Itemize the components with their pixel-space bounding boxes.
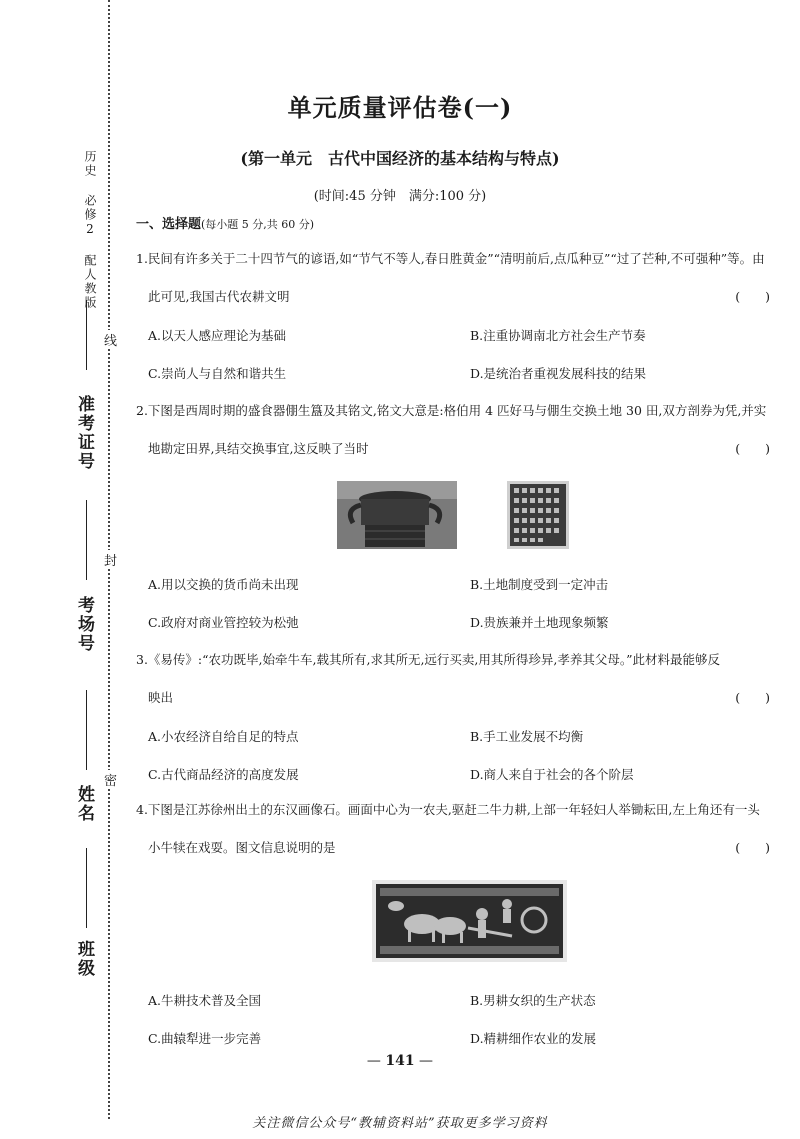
section-title: 一、选择题 bbox=[136, 217, 202, 232]
page-number-value: 141 bbox=[385, 1053, 415, 1069]
option-c: C.政府对商业管控较为松弛 bbox=[148, 615, 299, 630]
sidebar-underline bbox=[86, 848, 87, 928]
option-a: A.用以交换的货币尚未出现 bbox=[148, 577, 299, 592]
name-label: 姓名 bbox=[74, 785, 94, 823]
cut-mark-seal: 封 bbox=[104, 550, 117, 569]
question-stem-cont: 映出 bbox=[148, 690, 174, 705]
option-c: C.曲辕犁进一步完善 bbox=[148, 1031, 262, 1046]
answer-paren: ( ) bbox=[735, 441, 770, 456]
page-subtitle: (第一单元 古代中国经济的基本结构与特点) bbox=[240, 149, 560, 168]
footer-watermark: 关注微信公众号“教辅资料站”获取更多学习资料 bbox=[252, 1116, 548, 1131]
question-stem: 1.民间有许多关于二十四节气的谚语,如“节气不等人,春日胜黄金”“清明前后,点瓜种豆”“过了芒种,不可强种”等。由 bbox=[136, 251, 765, 266]
option-d: D.精耕细作农业的发展 bbox=[470, 1031, 597, 1046]
option-b: B.男耕女织的生产状态 bbox=[470, 993, 596, 1008]
cut-mark-line: 线 bbox=[104, 330, 117, 349]
option-d: D.贵族兼并土地现象频繁 bbox=[470, 615, 609, 630]
option-b: B.注重协调南北方社会生产节奏 bbox=[470, 328, 646, 343]
bronze-gui-vessel-image bbox=[337, 481, 457, 549]
sidebar-underline bbox=[86, 300, 87, 370]
question-stem: 2.下图是西周时期的盛食器倗生簋及其铭文,铭文大意是:格伯用 4 匹好马与倗生交换土地 30 田,双方剖券为凭,并实 bbox=[136, 403, 767, 418]
option-a: A.小农经济自给自足的特点 bbox=[148, 729, 299, 744]
question-stem-cont: 小牛犊在戏耍。图文信息说明的是 bbox=[148, 840, 336, 855]
option-c: C.崇尚人与自然和谐共生 bbox=[148, 366, 287, 381]
exam-meta: (时间:45 分钟 满分:100 分) bbox=[313, 189, 487, 204]
sidebar-underline bbox=[86, 690, 87, 770]
question-stem bbox=[136, 829, 776, 867]
question-4 bbox=[136, 791, 776, 867]
option-c: C.古代商品经济的高度发展 bbox=[148, 767, 299, 782]
question-stem-cont: 此可见,我国古代农耕文明 bbox=[148, 289, 290, 304]
question-stem bbox=[136, 278, 776, 316]
question-2 bbox=[136, 392, 776, 468]
question-1 bbox=[136, 240, 776, 316]
section-note: (每小题 5 分,共 60 分) bbox=[201, 218, 315, 231]
question-stem-cont: 地勘定田界,具结交换事宜,这反映了当时 bbox=[148, 441, 369, 456]
option-a: A.以天人感应理论为基础 bbox=[148, 328, 287, 343]
cut-mark-secret: 密 bbox=[104, 770, 117, 789]
answer-paren: ( ) bbox=[735, 840, 770, 855]
admission-number-label: 准考证号 bbox=[74, 395, 94, 471]
answer-paren: ( ) bbox=[735, 289, 770, 304]
option-b: B.手工业发展不均衡 bbox=[470, 729, 584, 744]
inscription-rubbing-image bbox=[507, 481, 569, 549]
han-stone-relief-image bbox=[372, 880, 567, 962]
option-b: B.土地制度受到一定冲击 bbox=[470, 577, 609, 592]
question-stem bbox=[136, 679, 776, 717]
class-label: 班级 bbox=[74, 940, 94, 978]
question-3 bbox=[136, 641, 776, 717]
inscription-illustration bbox=[507, 481, 569, 549]
exam-room-label: 考场号 bbox=[74, 596, 94, 653]
option-d: D.商人来自于社会的各个阶层 bbox=[470, 767, 634, 782]
sidebar-underline bbox=[86, 500, 87, 580]
page-number: — 141 — bbox=[366, 1053, 434, 1069]
bronze-vessel-illustration bbox=[337, 481, 457, 549]
section-heading bbox=[136, 213, 314, 232]
page-title: 单元质量评估卷(一) bbox=[287, 93, 513, 122]
sidebar-subject: 历史 必修2 配人教版 bbox=[83, 150, 97, 310]
answer-paren: ( ) bbox=[735, 690, 770, 705]
question-stem bbox=[136, 430, 776, 468]
stone-relief-illustration bbox=[372, 880, 567, 962]
question-stem: 3.《易传》:“农功既毕,始牵牛车,载其所有,求其所无,远行买卖,用其所得珍异,孝养其父母。”此材料最能够反 bbox=[136, 652, 721, 667]
option-a: A.牛耕技术普及全国 bbox=[148, 993, 262, 1008]
option-d: D.是统治者重视发展科技的结果 bbox=[470, 366, 647, 381]
question-stem: 4.下图是江苏徐州出土的东汉画像石。画面中心为一农夫,驱赶二牛力耕,上部一年轻妇人举锄耘田,左上角还有一头 bbox=[136, 802, 760, 817]
